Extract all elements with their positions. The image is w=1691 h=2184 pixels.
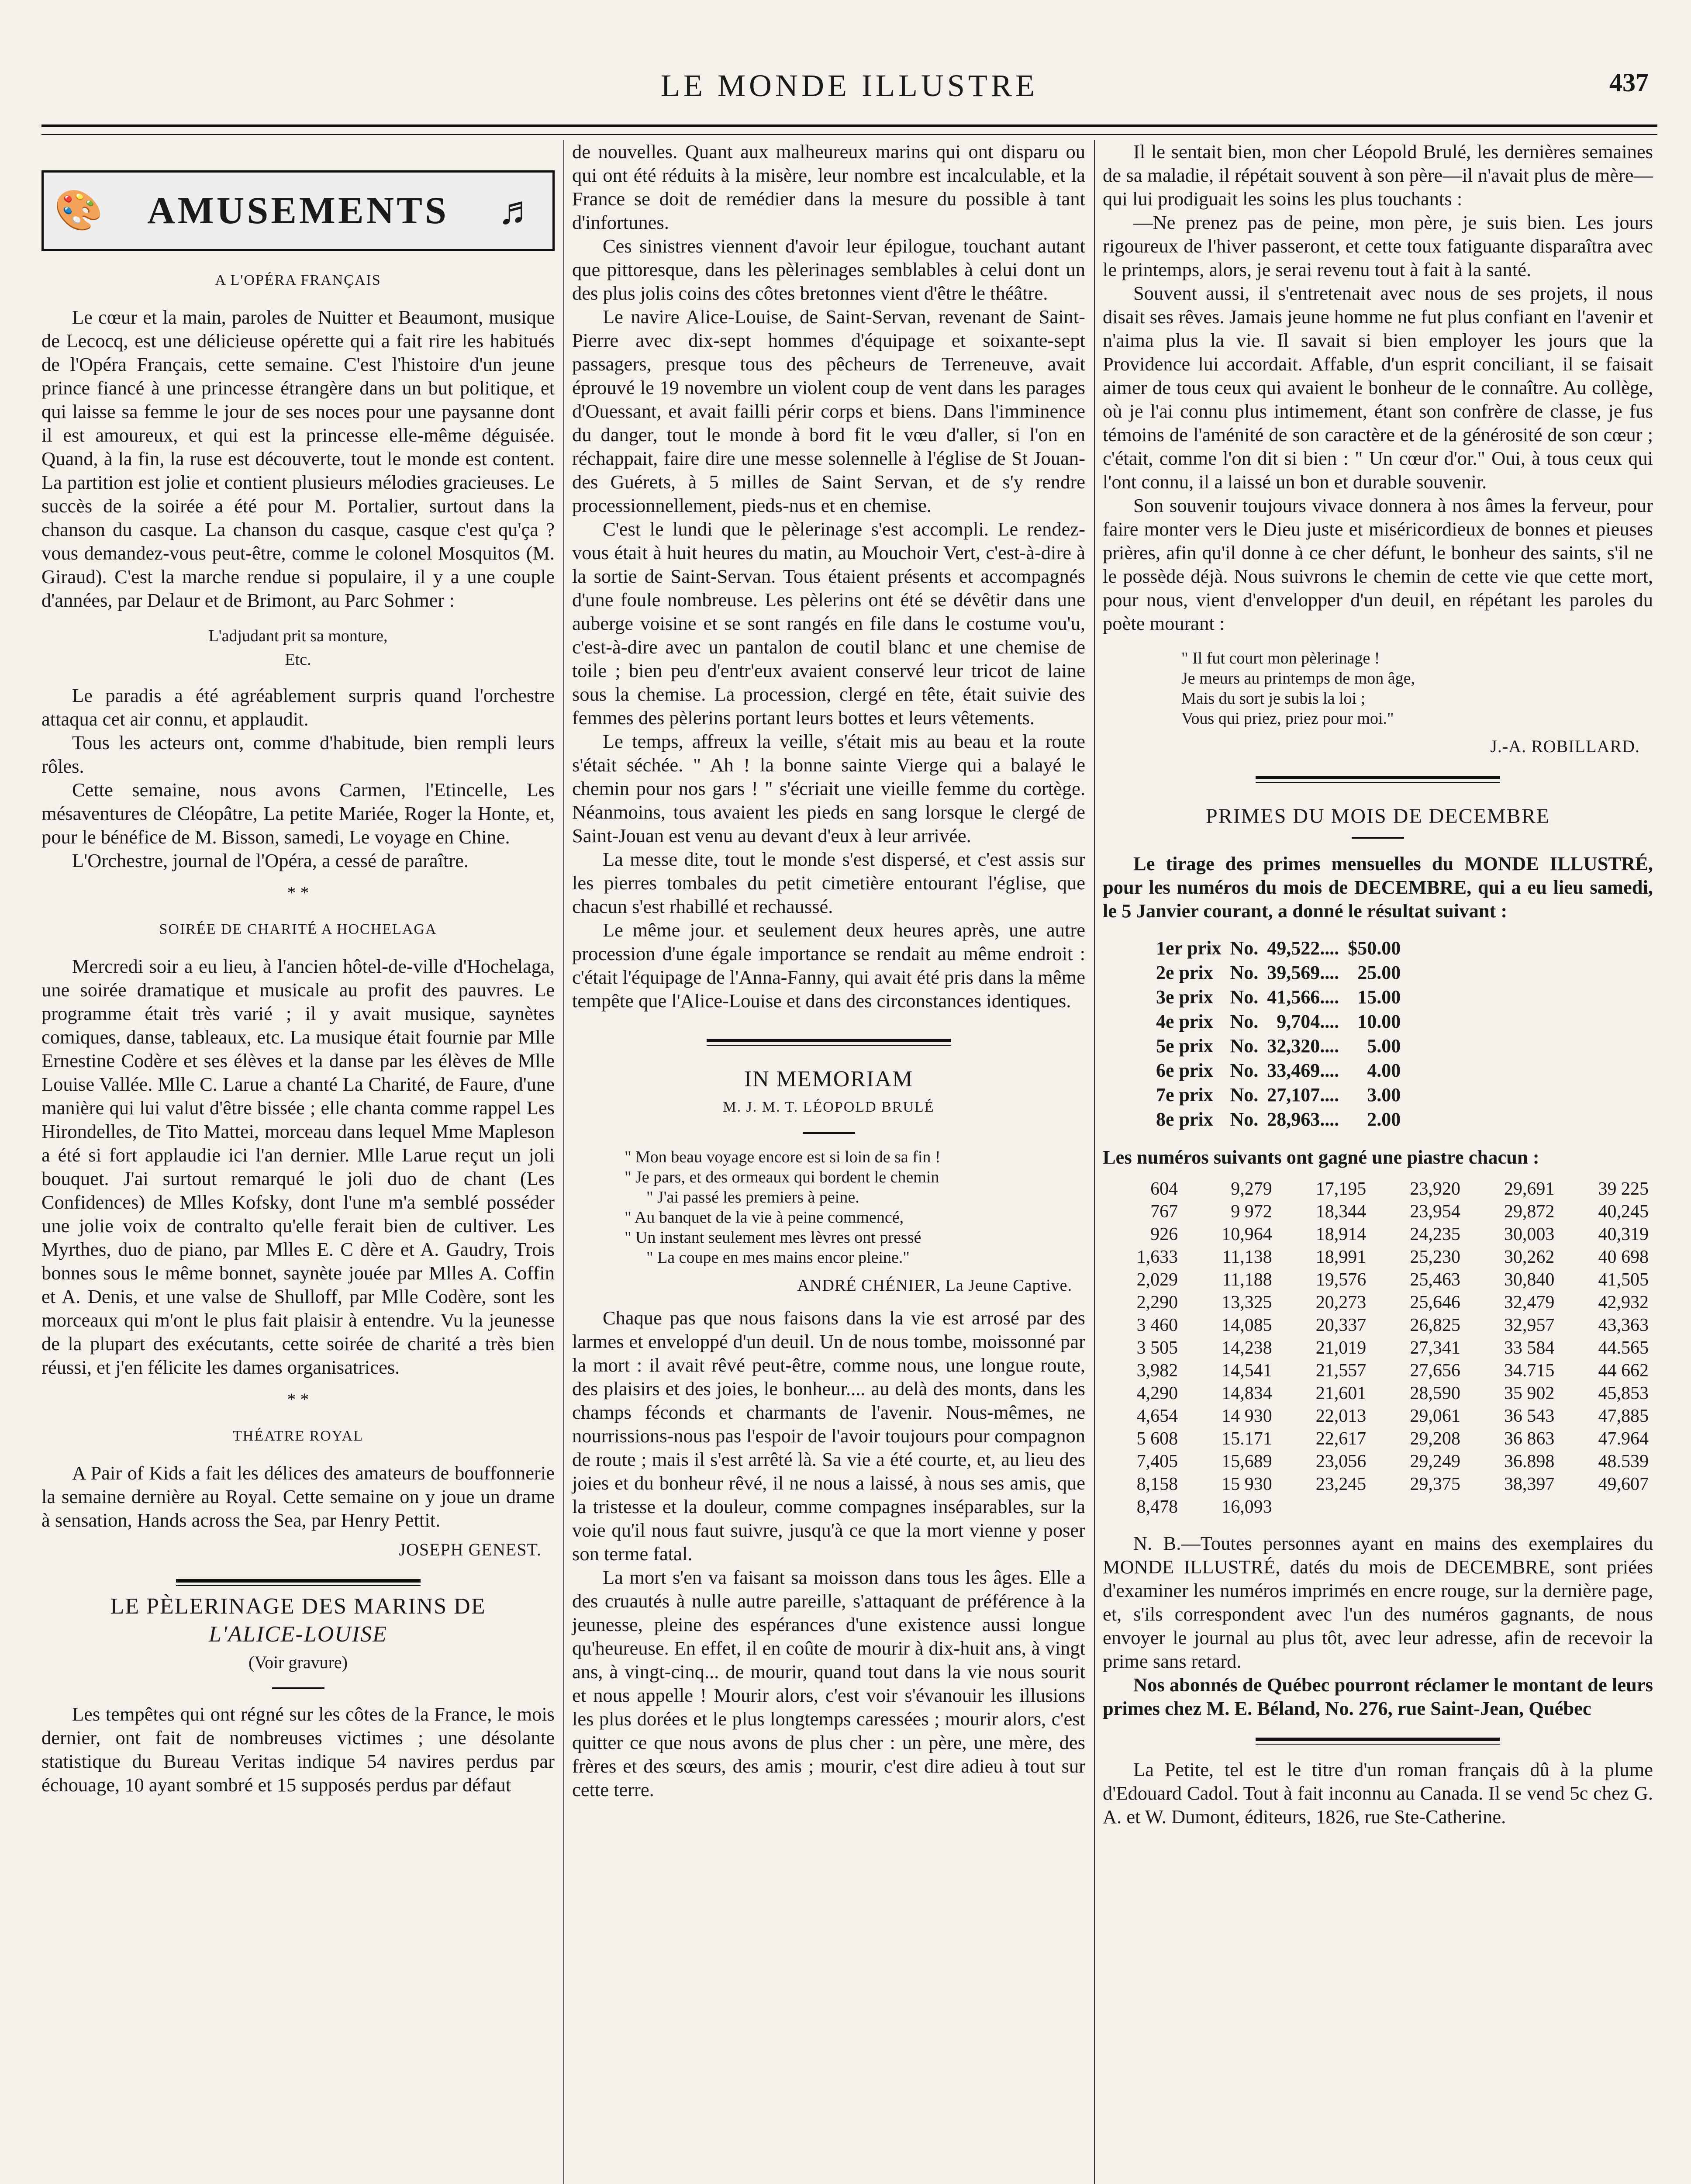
winning-number: 20,337 — [1315, 1315, 1367, 1335]
winning-number: 19,576 — [1315, 1270, 1367, 1290]
short-rule — [272, 1687, 324, 1689]
prize-no: No. — [1230, 1060, 1259, 1081]
winning-number: 7,405 — [1136, 1451, 1178, 1472]
prize-row — [1156, 1034, 1408, 1058]
winning-number: 29,691 — [1504, 1179, 1555, 1199]
verse-line: Je meurs au printemps de mon âge, — [1181, 669, 1415, 688]
paragraph: Souvent aussi, il s'entretenait avec nous de ses projets, il nous disait ses rêves. Jamais jeune homme ne fut plus confiant en l'avenir et n'aima plus la vie. Il savait si bien employer les jours que la Providence lui accordait. Affable, d'un esprit conciliant, il se faisait aimer de tous ceux qui avaient le bonheur de le connaître. Au collège, où je l'ai connu plus intimement, étant son confrère de classe, je fus témoins de l'aménité de son caractère et de la générosité de son cœur ; c'était, comme l'on dit si bien : " Un cœur d'or." Oui, à tous ceux qui l'ont connu, il a laissé un bon et durable souvenir. — [1103, 282, 1653, 493]
winning-number: 29,208 — [1410, 1429, 1460, 1449]
prize-row — [1156, 1083, 1408, 1107]
paragraph: La messe dite, tout le monde s'est dispersé, et c'est assis sur les pierres tombales du petit cimetière entourant l'église, que chacun s'est rhabillé et rechaussé. — [572, 848, 1085, 917]
separator-rule — [176, 1579, 421, 1586]
article-title: PRIMES DU MOIS DE DECEMBRE — [1205, 805, 1550, 828]
winning-number: 8,478 — [1136, 1497, 1178, 1517]
winning-number: 23,056 — [1315, 1451, 1367, 1472]
paragraph: Le cœur et la main, paroles de Nuitter et Beaumont, musique de Lecocq, est une délicieuse opérette qui a fait rire les habitués de l'Opéra Français, cette semaine. C'est l'histoire d'un jeune prince fiancé à une princesse étrangère dans un but politique, et qui laisse sa femme le jour de ses noces pour une paysanne dont il est amoureux, et qui est la princesse elle-même déguisée. Quand, à la fin, la ruse est découverte, tout le monde est content. La partition est jolie et contient plusieurs mélodies gracieuses. Le succès de la soirée a été pour M. Portalier, surtout dans la chanson du casque. La chanson du casque, casque c'est qu'ça ? vous demandez-vous peut-être, comme le colonel Mosquitos (M. Giraud). C'est la marche rendue si populaire, il y a une couple d'années, par Delaur et de Brimont, au Parc Sohmer : — [41, 306, 555, 611]
winning-number: 11,138 — [1222, 1247, 1272, 1267]
winning-number: 1,633 — [1136, 1247, 1178, 1267]
winning-number: 14,238 — [1222, 1338, 1272, 1358]
winning-number: 40,245 — [1598, 1202, 1649, 1222]
verse-line: Etc. — [285, 650, 311, 669]
short-rule — [1352, 837, 1404, 839]
signature: J.-A. ROBILLARD. — [1490, 736, 1640, 756]
winning-number: 33 584 — [1504, 1338, 1555, 1358]
winning-number: 38,397 — [1504, 1474, 1555, 1494]
winning-number: 22,013 — [1315, 1406, 1367, 1426]
winning-number: 48.539 — [1598, 1451, 1649, 1472]
prize-no: No. — [1230, 1109, 1259, 1130]
winning-number: 16,093 — [1222, 1497, 1272, 1517]
numbers-row — [1103, 1405, 1653, 1427]
winning-number: 4,654 — [1136, 1406, 1178, 1426]
verse-line: " Au banquet de la vie à peine commencé, — [625, 1208, 904, 1227]
winning-number: 27,656 — [1410, 1361, 1460, 1381]
winning-number: 21,557 — [1315, 1361, 1367, 1381]
prize-amt: 15.00 — [1357, 986, 1401, 1008]
paragraph: Tous les acteurs ont, comme d'habitude, bien rempli leurs rôles. — [41, 732, 555, 777]
prize-num: 27,107.... — [1267, 1084, 1339, 1106]
winning-number: 42,932 — [1598, 1292, 1649, 1313]
winning-number: 15,689 — [1222, 1451, 1272, 1472]
prize-amt: 2.00 — [1367, 1109, 1401, 1130]
numbers-row — [1103, 1268, 1653, 1291]
section-separator: * * — [287, 1389, 309, 1409]
numbers-row — [1103, 1337, 1653, 1359]
winning-number: 39 225 — [1598, 1179, 1649, 1199]
numbers-row — [1103, 1314, 1653, 1337]
numbers-row — [1103, 1427, 1653, 1450]
verse-line: " Un instant seulement mes lèvres ont pressé — [625, 1228, 921, 1247]
newspaper-title: LE MONDE ILLUSTRE — [661, 68, 1038, 103]
paragraph: Nos abonnés de Québec pourront réclamer le montant de leurs primes chez M. E. Béland, No. 276, rue Saint-Jean, Québec — [1103, 1674, 1653, 1719]
numbers-row — [1103, 1200, 1653, 1223]
winning-number: 29,061 — [1410, 1406, 1460, 1426]
prize-num: 41,566.... — [1267, 986, 1339, 1008]
winning-number: 45,853 — [1598, 1383, 1649, 1403]
separator-rule — [1256, 1738, 1500, 1745]
paragraph: Le tirage des primes mensuelles du MONDE ILLUSTRÉ, pour les numéros du mois de DECEMBRE, qui a eu lieu samedi, le 5 Janvier courant, a donné le résultat suivant : — [1103, 853, 1653, 922]
winning-number — [1370, 1496, 1465, 1518]
winning-number: 36 543 — [1504, 1406, 1555, 1426]
prize-rank: 2e prix — [1156, 962, 1213, 983]
winning-number: 20,273 — [1315, 1292, 1367, 1313]
winning-number: 2,290 — [1136, 1292, 1178, 1313]
column-3 — [1103, 140, 1653, 1828]
paragraph: Le même jour. et seulement deux heures après, une autre procession d'une égale importance se rendait au même endroit : c'était l'équipage de l'Anna-Fanny, qui avait été pris dans la même tempête que l'Alice-Louise et dans des circonstances identiques. — [572, 919, 1085, 1012]
prize-num: 33,469.... — [1267, 1060, 1339, 1081]
winning-number: 18,914 — [1315, 1224, 1367, 1244]
paragraph: Ces sinistres viennent d'avoir leur épilogue, touchant autant que pittoresque, dans les pèlerinages semblables à celui dont un des plus jolis coins des côtes bretonnes vient d'être le théâtre. — [572, 235, 1085, 304]
header-rule — [41, 124, 1657, 135]
verse-line: L'adjudant prit sa monture, — [208, 627, 388, 645]
winning-number: 23,954 — [1410, 1202, 1460, 1222]
winning-number: 29,249 — [1410, 1451, 1460, 1472]
paragraph: Les numéros suivants ont gagné une piastre chacun : — [1103, 1146, 1539, 1168]
paragraph: C'est le lundi que le pèlerinage s'est accompli. Le rendez-vous était à huit heures du matin, au Mouchoir Vert, c'est-à-dire à la sortie de Saint-Servan. Tous étaient présents et accompagnés d'une foule nombreuse. Les pèlerins ont été se dévêtir dans une auberge voisine et se sont rangés en file dans le costume vou'u, c'est-à-dire avec un pantalon de coutil blanc et une chemise de toile ; bien peu d'entr'eux avaient conservé leur tricot de laine sous la chemise. La procession, clergé en tête, était suivie des femmes des pèlerins portant leurs bottes et leurs vêtements. — [572, 518, 1085, 729]
signature: JOSEPH GENEST. — [399, 1540, 542, 1559]
article-subtitle: (Voir gravure) — [248, 1652, 348, 1672]
winning-number: 18,344 — [1315, 1202, 1367, 1222]
paragraph: La mort s'en va faisant sa moisson dans tous les âges. Elle a des cruautés à nulle autre pareille, s'attaquant de préférence à la jeunesse, pleine des espérances d'une existence aussi longue qu'heureuse. En effet, il en coûte de mourir à dix-huit ans, à vingt ans, à vingt-cinq... de mourir, quand tout dans la vie nous sourit et nous appelle ! Mourir alors, c'est voir s'évanouir les illusions les plus dorées et le plus longtemps caressées ; mourir alors, c'est quitter ce que nous avons de plus cher : un père, une mère, des frères et des sœurs, des amis ; mourir, c'est dire adieu à tout sur cette terre. — [572, 1566, 1085, 1800]
numbers-row — [1103, 1246, 1653, 1268]
paragraph: La Petite, tel est le titre d'un roman français dû à la plume d'Edouard Cadol. Tout à fait inconnu au Canada. Il se vend 5c chez G. A. et W. Dumont, éditeurs, 1826, rue Ste-Catherine. — [1103, 1759, 1653, 1828]
paragraph: Le temps, affreux la veille, s'était mis au beau et la route s'était séchée. " Ah ! la bonne sainte Vierge qui a balayé le chemin pour nos gars ! " s'écriait une vieille femme du cortège. Néanmoins, tous avaient les pieds en sang lorsque le clergé de Saint-Jouan est venu au devant d'eux à leur arrivée. — [572, 730, 1085, 847]
paragraph: Il le sentait bien, mon cher Léopold Brulé, les dernières semaines de sa maladie, il répétait souvent à son père—il n'avait plus de mère—qui lui prodiguait les soins les plus touchants : — [1103, 141, 1653, 210]
separator-rule — [707, 1039, 951, 1046]
column-2 — [572, 140, 1085, 1801]
numbers-row — [1103, 1382, 1653, 1405]
paragraph: Le navire Alice-Louise, de Saint-Servan, revenant de Saint-Pierre avec dix-sept hommes d'équipage et soixante-sept passagers, presque tous des pêcheurs de Terreneuve, avait éprouvé le 19 novembre un violent coup de vent dans les parages d'Ouessant, et avait failli périr corps et biens. Dans l'imminence du danger, tout le monde à bord fit le vœu d'aller, si l'on en réchappait, faire dire une messe solennelle à l'église de St Jouan-des Guérets, à 5 milles de Saint Servan, et de s'y rendre processionnellement, pieds-nus et en chemise. — [572, 306, 1085, 516]
prize-row — [1156, 961, 1408, 985]
numbers-row — [1103, 1473, 1653, 1496]
winning-number: 926 — [1150, 1224, 1178, 1244]
banner-title: AMUSEMENTS — [147, 189, 449, 232]
masthead — [41, 66, 1657, 109]
article-title: IN MEMORIAM — [744, 1067, 914, 1092]
winning-number: 35 902 — [1504, 1383, 1555, 1403]
article-subtitle: M. J. M. T. LÉOPOLD BRULÉ — [723, 1099, 935, 1115]
winning-number: 767 — [1150, 1202, 1178, 1222]
winning-number: 10,964 — [1222, 1224, 1272, 1244]
winning-number: 14 930 — [1222, 1406, 1272, 1426]
numbers-row — [1103, 1178, 1653, 1200]
numbers-row — [1103, 1496, 1653, 1518]
prize-num: 9,704.... — [1277, 1011, 1339, 1032]
winning-number: 44.565 — [1598, 1338, 1649, 1358]
winning-number: 41,505 — [1598, 1270, 1649, 1290]
section-heading: SOIRÉE DE CHARITÉ A HOCHELAGA — [159, 921, 437, 937]
winning-number: 30,840 — [1504, 1270, 1555, 1290]
prize-rank: 5e prix — [1156, 1035, 1213, 1057]
epigraph-attribution: ANDRÉ CHÉNIER, La Jeune Captive. — [797, 1276, 1072, 1295]
numbers-row — [1103, 1450, 1653, 1473]
winning-number: 36 863 — [1504, 1429, 1555, 1449]
winning-number: 25,230 — [1410, 1247, 1460, 1267]
section-heading: THÉATRE ROYAL — [233, 1428, 363, 1444]
prize-amt: 5.00 — [1367, 1035, 1401, 1057]
paragraph: Les tempêtes qui ont régné sur les côtes de la France, le mois dernier, ont fait de nombreuses victimes ; une désolante statistique du Bureau Veritas indique 54 navires perdus par échouage, 10 ayant sombré et 15 supposés perdus par défaut — [41, 1703, 555, 1796]
paragraph: Cette semaine, nous avons Carmen, l'Etincelle, Les mésaventures de Cléopâtre, La petite Mariée, Roger la Honte, et, pour le bénéfice de M. Bisson, samedi, Le voyage en Chine. — [41, 779, 555, 848]
winning-number: 44 662 — [1598, 1361, 1649, 1381]
winning-number: 36.898 — [1504, 1451, 1555, 1472]
winning-number: 21,601 — [1315, 1383, 1367, 1403]
prize-num: 28,963.... — [1267, 1109, 1339, 1130]
epigraph — [625, 1147, 1085, 1268]
paragraph: Le paradis a été agréablement surpris quand l'orchestre attaqua cet air connu, et applaudit. — [41, 684, 555, 730]
winning-number: 21,019 — [1315, 1338, 1367, 1358]
winning-number: 604 — [1150, 1179, 1178, 1199]
prize-amt: $50.00 — [1348, 937, 1401, 959]
winning-number: 3,982 — [1136, 1361, 1178, 1381]
winning-number: 25,463 — [1410, 1270, 1460, 1290]
prize-num: 49,522.... — [1267, 937, 1339, 959]
winning-number: 18,991 — [1315, 1247, 1367, 1267]
winning-numbers-table — [1103, 1178, 1653, 1518]
winning-number: 8,158 — [1136, 1474, 1178, 1494]
prize-amt: 3.00 — [1367, 1084, 1401, 1106]
winning-number: 3 505 — [1136, 1338, 1178, 1358]
winning-number: 26,825 — [1410, 1315, 1460, 1335]
winning-number: 17,195 — [1315, 1179, 1367, 1199]
article-title: L'ALICE-LOUISE — [209, 1622, 387, 1647]
winning-number: 43,363 — [1598, 1315, 1649, 1335]
verse-line: Vous qui priez, priez pour moi." — [1181, 709, 1394, 728]
winning-number: 29,375 — [1410, 1474, 1460, 1494]
section-heading: A L'OPÉRA FRANÇAIS — [215, 272, 381, 288]
winning-number: 27,341 — [1410, 1338, 1460, 1358]
winning-number: 32,479 — [1504, 1292, 1555, 1313]
winning-number: 14,085 — [1222, 1315, 1272, 1335]
paragraph: Chaque pas que nous faisons dans la vie est arrosé par des larmes et enveloppé d'un deuil. Un de nous tombe, moissonné par la mort : il avait rêvé peut-être, comme nous, une longue route, des plaisirs et des joies, le bonheur.... au delà des monts, dans les champs féconds et charmants de l'avenir. Nous-mêmes, ne nourrissions-nous pas l'espoir de l'avoir toujours pour compagnon de route ; mais il s'est arrêté là. Sa vie a été courte, et, au lieu des joies et du bonheur rêvé, il ne nous a laissé, à nous ses amis, que la tristesse et la douleur, comme compagnes inséparables, sur la voie qu'il nous faut suivre, jusqu'à ce que la mort vienne y poser son terme fatal. — [572, 1307, 1085, 1565]
verse-line: Mais du sort je subis la loi ; — [1181, 689, 1366, 708]
prize-no: No. — [1230, 937, 1259, 959]
prize-rank: 4e prix — [1156, 1011, 1213, 1032]
winning-number: 49,607 — [1598, 1474, 1649, 1494]
verse-line: " La coupe en mes mains encor pleine." — [646, 1248, 910, 1267]
paragraph: de nouvelles. Quant aux malheureux marins qui ont disparu ou qui ont été réduits à la misère, leur nombre est incalculable, et la France se doit de remédier dans la mesure du possible à tant d'infortunes. — [572, 141, 1085, 233]
paragraph: Mercredi soir a eu lieu, à l'ancien hôtel-de-ville d'Hochelaga, une soirée dramatique et musicale au profit des pauvres. Le programme était très varié ; il y avait musique, saynètes comiques, danse, tableaux, etc. La musique était fournie par Mlle Ernestine Codère et ses élèves et la danse par les élèves de Mlle Louise Vallée. Mlle C. Larue a chanté La Charité, de Faure, d'une manière qui lui valut d'être bissée ; elle chanta comme rappel Les Hirondelles, de Tito Mattei, morceau dans lequel Mme Mapleson a été si fort applaudie ici l'an dernier. Mlle Larue reçut un joli bouquet. J'ai surtout remarqué le joli duo de chant (Les Confidences) de Mlles Kofsky, dont l'une m'a semblé posséder une jolie voix de contralto qu'elle ferait bien de cultiver. Les Myrthes, duo de piano, par Mlles E. C dère et A. Gaudry, Trois bonnes sous le même bonnet, saynète jouée par Mlles A. Coffin et A. Denis, et une valse de Shulloff, par Mlle Codère, sont les morceaux qui m'ont le plus fait plaisir à entendre. Vu la jeunesse de la plupart des exécutants, cette soirée de charité a très bien réussi, et j'en félicite les dames organisatrices. — [41, 955, 555, 1378]
prize-no: No. — [1230, 962, 1259, 983]
winning-number — [1559, 1496, 1653, 1518]
paragraph: Son souvenir toujours vivace donnera à nos âmes la ferveur, pour faire monter vers le Dieu juste et miséricordieux de bonnes et pieuses prières, afin qu'il donne à ce cher défunt, le bonheur des saints, s'il ne le possède déjà. Nous suivrons le chemin de cette vie que cette mort, pour nous, vient d'envelopper d'un deuil, en répétant les paroles du poète mourant : — [1103, 494, 1653, 634]
prize-num: 39,569.... — [1267, 962, 1339, 983]
palette-icon: 🎨 — [54, 189, 104, 232]
winning-number: 29,872 — [1504, 1202, 1555, 1222]
winning-number: 4,290 — [1136, 1383, 1178, 1403]
prize-rank: 7e prix — [1156, 1084, 1213, 1106]
column-1 — [41, 140, 555, 1797]
winning-number: 5 608 — [1136, 1429, 1178, 1449]
winning-number: 15 930 — [1222, 1474, 1272, 1494]
winning-number — [1277, 1496, 1371, 1518]
paragraph: L'Orchestre, journal de l'Opéra, a cessé de paraître. — [72, 850, 469, 871]
verse-line: " Mon beau voyage encore est si loin de sa fin ! — [625, 1148, 941, 1166]
prize-row — [1156, 1010, 1408, 1033]
numbers-row — [1103, 1223, 1653, 1246]
prize-amt: 4.00 — [1367, 1060, 1401, 1081]
verse-line: " Je pars, et des ormeaux qui bordent le chemin — [625, 1168, 939, 1186]
prize-rank: 8e prix — [1156, 1109, 1213, 1130]
winning-number: 23,920 — [1410, 1179, 1460, 1199]
prize-no: No. — [1230, 1011, 1259, 1032]
paragraph: A Pair of Kids a fait les délices des amateurs de bouffonnerie la semaine dernière au Royal. Cette semaine on y joue un drame à sensation, Hands across the Sea, par Henry Pettit. — [41, 1462, 555, 1531]
prize-no: No. — [1230, 1084, 1259, 1106]
poem — [1181, 648, 1653, 729]
prize-amt: 10.00 — [1357, 1011, 1401, 1032]
winning-number: 30,262 — [1504, 1247, 1555, 1267]
short-rule — [803, 1132, 855, 1134]
prize-no: No. — [1230, 1035, 1259, 1057]
winning-number: 9 972 — [1231, 1202, 1272, 1222]
winning-number — [1465, 1496, 1559, 1518]
prize-amt: 25.00 — [1357, 962, 1401, 983]
winning-number: 34.715 — [1504, 1361, 1555, 1381]
winning-number: 14,834 — [1222, 1383, 1272, 1403]
winning-number: 47.964 — [1598, 1429, 1649, 1449]
paragraph: —Ne prenez pas de peine, mon père, je suis bien. Les jours rigoureux de l'hiver passeront, et cette toux fatiguante disparaîtra avec le printemps, alors, je serai revenu tout à fait à la santé. — [1103, 211, 1653, 280]
column-divider — [1094, 140, 1095, 2184]
winning-number: 22,617 — [1315, 1429, 1367, 1449]
newspaper-page — [41, 0, 1657, 2184]
prize-rank: 3e prix — [1156, 986, 1213, 1008]
section-separator: * * — [287, 883, 309, 902]
winning-number: 15.171 — [1222, 1429, 1272, 1449]
prize-num: 32,320.... — [1267, 1035, 1339, 1057]
column-divider — [563, 140, 564, 2184]
prize-row — [1156, 936, 1408, 960]
winning-number: 32,957 — [1504, 1315, 1555, 1335]
winning-number: 24,235 — [1410, 1224, 1460, 1244]
winning-number: 40,319 — [1598, 1224, 1649, 1244]
numbers-row — [1103, 1359, 1653, 1382]
winning-number: 40 698 — [1598, 1247, 1649, 1267]
verse-line: " Il fut court mon pèlerinage ! — [1181, 649, 1380, 667]
winning-number: 2,029 — [1136, 1270, 1178, 1290]
winning-number: 11,188 — [1222, 1270, 1272, 1290]
prize-no: No. — [1230, 986, 1259, 1008]
prize-table — [1155, 936, 1409, 1132]
lyre-icon: ♬ — [498, 189, 537, 232]
prize-row — [1156, 1108, 1408, 1131]
prize-row — [1156, 1059, 1408, 1082]
winning-number: 3 460 — [1136, 1315, 1178, 1335]
winning-number: 14,541 — [1222, 1361, 1272, 1381]
amusements-banner — [41, 170, 555, 251]
prize-row — [1156, 985, 1408, 1009]
prize-rank: 6e prix — [1156, 1060, 1213, 1081]
winning-number: 30,003 — [1504, 1224, 1555, 1244]
page-number: 437 — [1609, 68, 1649, 97]
winning-number: 23,245 — [1315, 1474, 1367, 1494]
numbers-row — [1103, 1291, 1653, 1314]
winning-number: 47,885 — [1598, 1406, 1649, 1426]
winning-number: 13,325 — [1222, 1292, 1272, 1313]
article-title: LE PÈLERINAGE DES MARINS DE — [110, 1594, 486, 1619]
verse-line: " J'ai passé les premiers à peine. — [646, 1188, 859, 1206]
separator-rule — [1256, 776, 1500, 783]
winning-number: 28,590 — [1410, 1383, 1460, 1403]
prize-rank: 1er prix — [1156, 937, 1222, 959]
winning-number: 25,646 — [1410, 1292, 1460, 1313]
paragraph: N. B.—Toutes personnes ayant en mains des exemplaires du MONDE ILLUSTRÉ, datés du mois de DECEMBRE, sont priées d'examiner les numéros imprimés en encre rouge, sur la dernière page, et, s'ils correspondent avec l'un des numéros gagnants, de nous envoyer le journal au plus tôt, avec leur adresse, afin de recevoir la prime sans retard. — [1103, 1532, 1653, 1672]
winning-number: 9,279 — [1231, 1179, 1272, 1199]
